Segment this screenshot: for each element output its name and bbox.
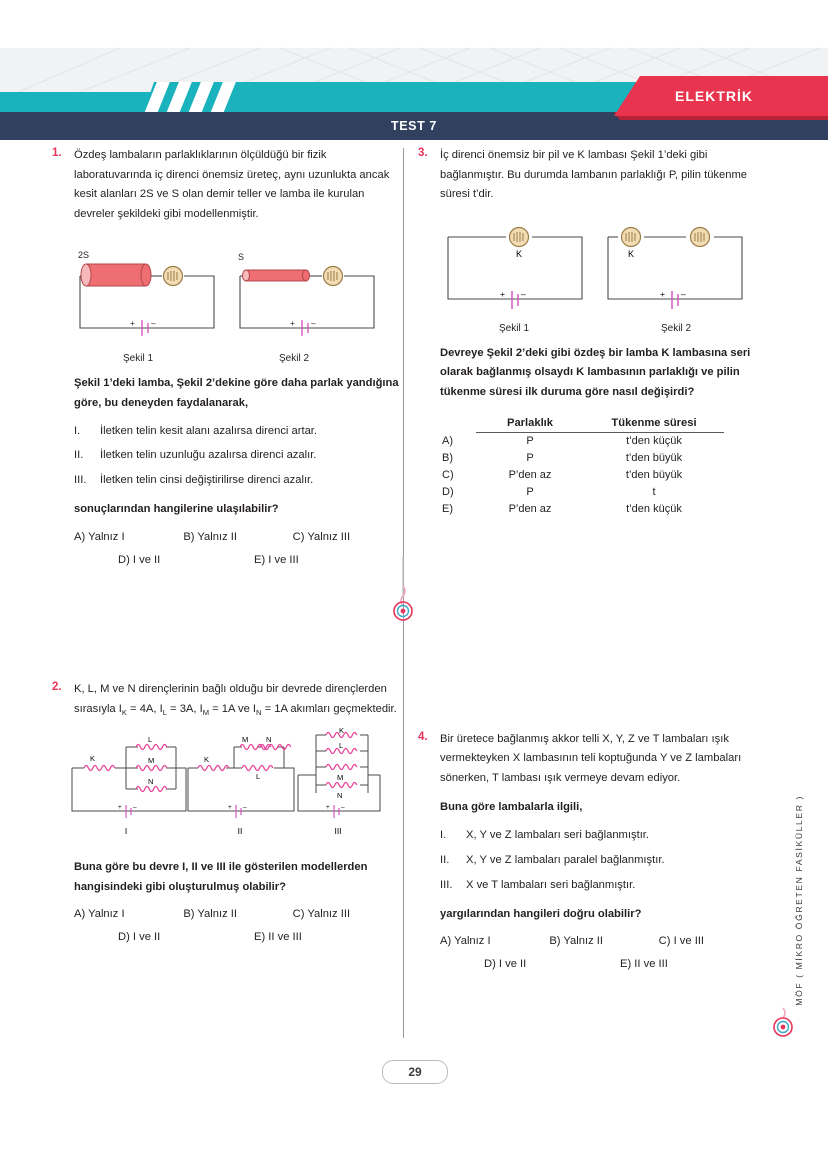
roman-item — [74, 447, 402, 465]
table-header-row — [440, 417, 724, 433]
option-b[interactable]: B) Yalnız II — [549, 935, 604, 948]
option-e[interactable]: E) I ve III — [254, 553, 299, 566]
roman-text: İletken telin cinsi değiştirilirse direnci azalır. — [100, 474, 314, 487]
svg-text:+: + — [290, 318, 295, 329]
question-4-ask: yargılarından hangileri doğru olabilir? — [440, 907, 642, 920]
question-1-bold-stem: Şekil 1’deki lamba, Şekil 2’dekine göre daha parlak yandığına göre, bu deneyden faydalanarak, — [74, 377, 399, 409]
row-sure: t’den büyük — [625, 452, 683, 465]
question-1 — [52, 146, 402, 566]
row-label: B) — [442, 452, 453, 465]
svg-text:–: – — [521, 288, 526, 299]
question-4 — [418, 730, 768, 971]
question-1-stem: Özdeş lambaların parlaklıklarının ölçüldüğü bir fizik laboratuvarında iç direnci önemsiz üreteç, aynı uzunlukta ancak kesit alanları 2S ve S olan demir teller ve lamba ile kurulan devreler şekildeki gibi modellenmiştir. — [74, 149, 390, 220]
option-a[interactable]: A) Yalnız I — [440, 935, 491, 948]
svg-text:K: K — [339, 726, 345, 736]
question-2-options — [74, 908, 402, 943]
question-3-stem: İç direnci önemsiz bir pil ve K lambası Şekil 1’deki gibi bağlanmıştır. Bu durumda lambanın parlaklığı P, pilin tükenme süresi t’dir. — [440, 149, 747, 201]
svg-text:+: + — [500, 288, 505, 299]
row-label: C) — [442, 469, 454, 482]
figure-2-caption: Şekil 2 — [278, 353, 309, 365]
question-3-bold-stem: Devreye Şekil 2’deki gibi özdeş bir lamba K lambasına seri olarak bağlanmış olsaydı K lambasının parlaklığı ve pilin tükenme süresi ilk duruma göre nasıl değişirdi? — [440, 346, 751, 398]
option-b[interactable]: B) Yalnız II — [183, 908, 238, 921]
table-header-blank — [440, 417, 476, 433]
row-sure: t — [652, 486, 656, 499]
spiral-marker-icon-1 — [392, 556, 416, 627]
svg-text:–: – — [133, 804, 137, 812]
option-d[interactable]: D) I ve II — [118, 931, 161, 944]
question-2 — [52, 680, 402, 943]
question-2-figure — [68, 726, 402, 844]
row-sure: t’den küçük — [626, 503, 682, 516]
subscript-k: K — [121, 707, 127, 717]
subject-title: ELEKTRİK — [675, 88, 753, 104]
svg-text:+: + — [118, 804, 122, 812]
table-row[interactable] — [440, 450, 724, 467]
figure-1-caption: Şekil 1 — [498, 322, 529, 334]
table-header-parlaklik: Parlaklık — [476, 417, 584, 433]
page-header — [0, 0, 828, 140]
table-row[interactable] — [440, 432, 724, 450]
svg-text:N: N — [148, 777, 154, 787]
row-parlaklik: P — [526, 486, 534, 499]
svg-text:III: III — [334, 826, 342, 837]
svg-text:N: N — [337, 791, 343, 801]
option-a[interactable]: A) Yalnız I — [74, 530, 125, 543]
svg-text:–: – — [341, 804, 345, 812]
row-sure: t’den küçük — [626, 435, 682, 448]
roman-item — [440, 877, 768, 895]
question-1-options — [74, 531, 402, 566]
svg-text:–: – — [311, 318, 316, 329]
svg-text:K: K — [627, 248, 635, 259]
svg-text:M: M — [242, 735, 249, 745]
wire-label-2s: 2S — [78, 250, 90, 261]
question-2-bold-stem: Buna göre bu devre I, II ve III ile gösterilen modellerden hangisindeki gibi oluşturulmuş olabilir? — [74, 861, 368, 893]
table-row[interactable] — [440, 467, 724, 484]
page-number: 29 — [382, 1060, 448, 1084]
row-parlaklik: P — [526, 435, 534, 448]
stem-part: K, L, M ve N dirençlerinin bağlı olduğu bir devrede dirençlerden sırasıyla I — [74, 682, 387, 715]
question-4-number: 4. — [418, 730, 428, 743]
publisher-side-text: MÖF ( MİKRO ÖĞRETEN FASİKÜLLER ) — [794, 795, 804, 1006]
question-3-figure — [432, 217, 768, 334]
roman-text: İletken telin kesit alanı azalırsa direnci artar. — [100, 424, 318, 437]
option-b[interactable]: B) Yalnız II — [183, 530, 238, 543]
table-row[interactable] — [440, 501, 724, 518]
question-3-number: 3. — [418, 147, 428, 159]
table-header-sure: Tükenme süresi — [584, 417, 724, 433]
question-1-number: 1. — [52, 147, 62, 159]
option-d[interactable]: D) I ve II — [118, 553, 161, 566]
roman-text: X, Y ve Z lambaları seri bağlanmıştır. — [466, 828, 650, 841]
question-3 — [418, 146, 768, 518]
left-column — [52, 146, 402, 947]
svg-text:L: L — [148, 735, 153, 745]
option-c[interactable]: C) Yalnız III — [292, 530, 351, 543]
roman-text: İletken telin uzunluğu azalırsa direnci azalır. — [100, 449, 317, 462]
question-3-answer-table — [440, 417, 724, 518]
roman-text: X ve T lambaları seri bağlanmıştır. — [466, 878, 636, 891]
svg-text:I: I — [124, 826, 128, 837]
subscript-m: M — [202, 707, 210, 717]
svg-text:+: + — [660, 288, 665, 299]
right-column — [418, 146, 768, 974]
table-row[interactable] — [440, 484, 724, 501]
svg-text:–: – — [243, 804, 247, 812]
lamp-label-k: K — [515, 248, 523, 259]
svg-text:+: + — [228, 804, 232, 812]
roman-numeral: II. — [440, 853, 450, 866]
wire-label-s: S — [238, 252, 245, 263]
roman-item — [440, 827, 768, 845]
test-label: TEST 7 — [391, 119, 437, 133]
roman-numeral: III. — [74, 474, 87, 487]
svg-text:–: – — [681, 288, 686, 299]
question-1-figure — [62, 236, 402, 364]
question-4-romans — [418, 827, 768, 895]
svg-text:M: M — [337, 773, 344, 783]
figure-1-caption: Şekil 1 — [122, 353, 153, 365]
roman-numeral: I. — [440, 828, 447, 841]
roman-item — [74, 472, 402, 490]
question-4-bold-stem: Buna göre lambalarla ilgili, — [440, 801, 583, 814]
option-c[interactable]: C) Yalnız III — [292, 908, 351, 921]
spiral-marker-icon-2 — [772, 1008, 796, 1043]
svg-text:M: M — [148, 756, 155, 766]
option-e[interactable]: E) II ve III — [254, 931, 302, 944]
stem-part: = 4A, I — [126, 702, 163, 715]
row-label: D) — [442, 486, 454, 499]
roman-numeral: III. — [440, 878, 453, 891]
roman-item — [440, 852, 768, 870]
subscript-n: N — [256, 707, 262, 717]
roman-item — [74, 423, 402, 441]
roman-text: X, Y ve Z lambaları paralel bağlanmıştır. — [466, 853, 665, 866]
svg-text:K: K — [204, 755, 210, 765]
question-2-number: 2. — [52, 680, 62, 693]
option-d[interactable]: D) I ve II — [484, 958, 527, 971]
option-e[interactable]: E) II ve III — [620, 958, 668, 971]
question-4-stem: Bir üretece bağlanmış akkor telli X, Y, Z ve T lambaları ışık vermekteyken X lambasının teli koptuğunda Y ve Z lambaları sönerken, T lambası ışık vermeye devam ediyor. — [440, 732, 742, 784]
row-parlaklik: P — [526, 452, 534, 465]
option-a[interactable]: A) Yalnız I — [74, 908, 125, 921]
subscript-l: L — [162, 707, 167, 717]
question-2-stem — [74, 680, 402, 719]
question-1-romans — [52, 423, 402, 491]
row-parlaklik: P’den az — [508, 503, 552, 516]
svg-text:N: N — [266, 735, 272, 745]
figure-2-caption: Şekil 2 — [660, 322, 691, 334]
question-1-ask: sonuçlarından hangilerine ulaşılabilir? — [74, 503, 279, 516]
svg-text:K: K — [90, 754, 96, 764]
stem-part: = 3A, I — [166, 702, 203, 715]
stem-part: = 1A ve I — [209, 702, 257, 715]
svg-text:II: II — [237, 826, 243, 837]
row-sure: t’den büyük — [625, 469, 683, 482]
svg-text:L: L — [339, 741, 344, 751]
svg-text:+: + — [326, 804, 330, 812]
row-parlaklik: P’den az — [508, 469, 552, 482]
row-label: A) — [442, 434, 453, 447]
svg-text:+: + — [130, 318, 135, 329]
svg-text:L: L — [256, 772, 261, 782]
roman-numeral: I. — [74, 424, 81, 437]
option-c[interactable]: C) I ve III — [658, 935, 705, 948]
roman-numeral: II. — [74, 449, 84, 462]
row-label: E) — [442, 503, 453, 516]
svg-text:–: – — [151, 318, 156, 329]
stem-part: = 1A akımları geçmektedir. — [261, 702, 397, 715]
question-4-options — [440, 935, 768, 970]
